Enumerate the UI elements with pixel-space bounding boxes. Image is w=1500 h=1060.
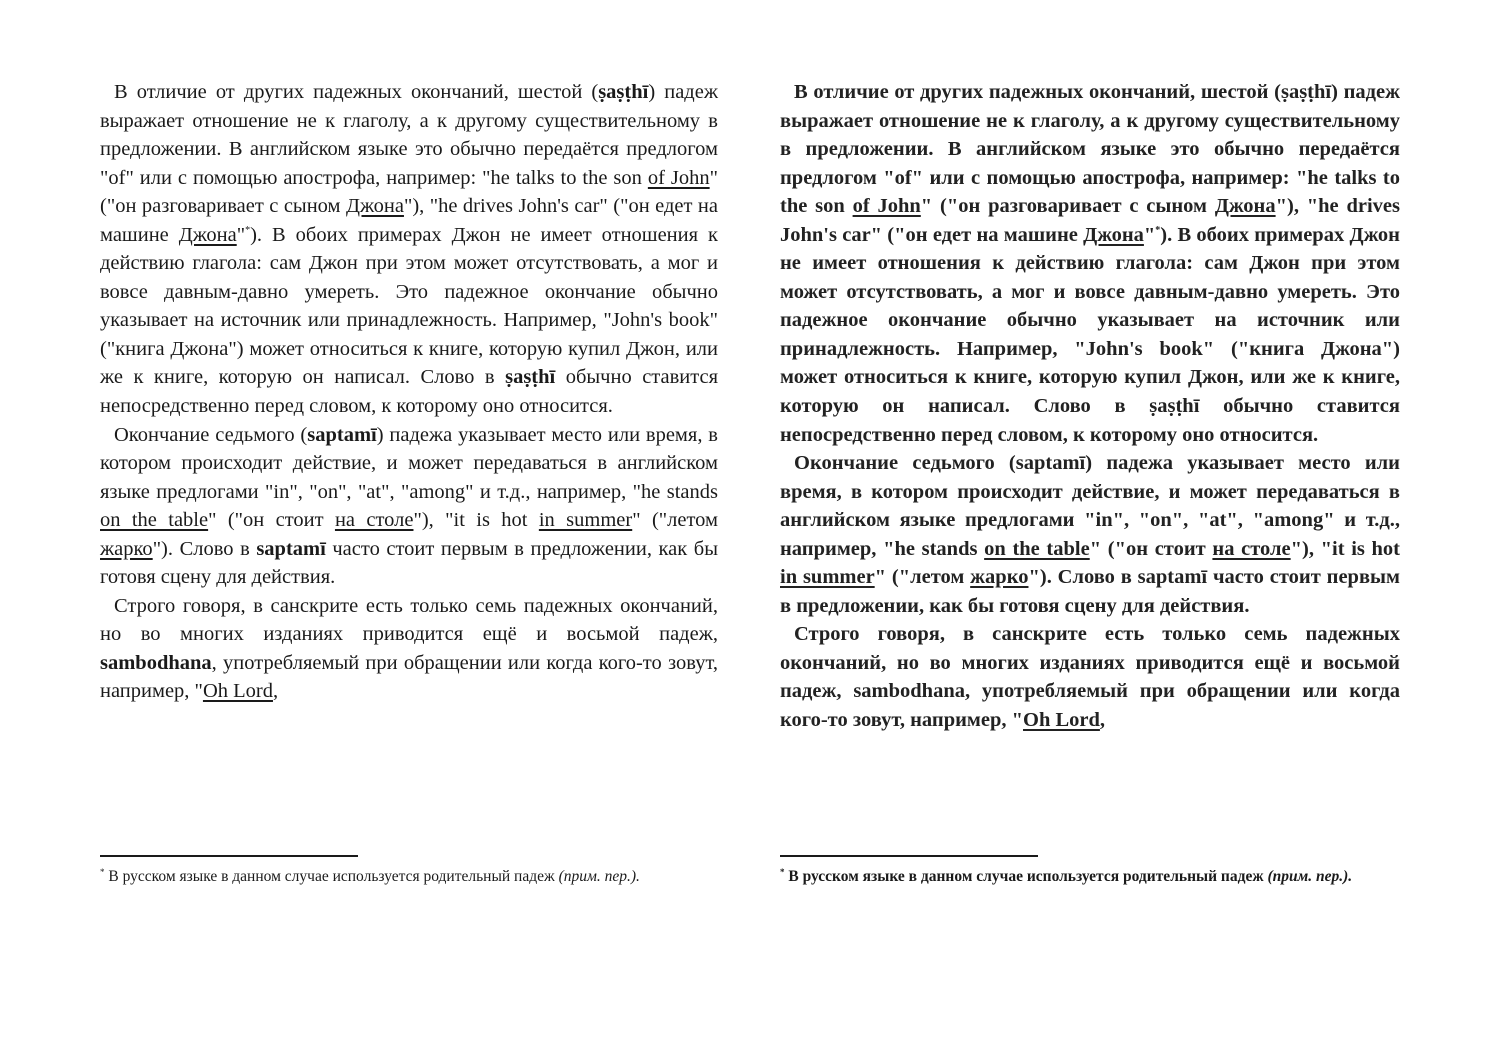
term-saptami: saptamī bbox=[1137, 566, 1208, 589]
paragraph-sambodhana: Строго говоря, в санскрите есть только семь падежных окончаний, но во многих изданиях приводится ещё и восьмой падеж, sambodhana, употребляемый при обращении или когда кого-то зовут, например, "Oh Lord, bbox=[100, 594, 718, 703]
translator-note: (прим. пер.). bbox=[1267, 868, 1353, 885]
term-sambodhana: sambodhana bbox=[853, 680, 965, 703]
footnote-marker: * bbox=[100, 866, 105, 877]
left-page bbox=[100, 78, 718, 706]
paragraph-sasthi: В отличие от других падежных окончаний, шестой (ṣaṣṭhī) падеж выражает отношение не к глаголу, а к другому существительному в предложении. В английском языке это обычно передаётся предлогом "of" или с помощью апострофа, например: "he talks to the son of John" ("он разговаривает с сыном Джона"), "he drives John's car" ("он едет на машине Джона"*). В обоих примерах Джон не имеет отношения к действию глагола: сам Джон при этом может отсутствовать, а мог и вовсе давным-давно умереть. Это падежное окончание обычно указывает на источник или принадлежность. Например, "John's book" ("книга Джона") может относиться к книге, которую купил Джон, или же к книге, которую он написал. Слово в ṣaṣṭhī обычно ставится непосредственно перед словом, к которому оно относится. bbox=[100, 81, 718, 418]
underlined-phrase: Oh Lord bbox=[1023, 709, 1100, 732]
paragraph-saptami: Окончание седьмого (saptamī) падежа указывает место или время, в котором происходит действие, и может передаваться в английском языке предлогами "in", "on", "at", "among" и т.д., например, "he stands on the table" ("он стоит на столе"), "it is hot in summer" ("летом жарко"). Слово в saptamī часто стоит первым в предложении, как бы готовя сцену для действия. bbox=[780, 452, 1401, 617]
underlined-phrase: Джона bbox=[1083, 223, 1144, 246]
underlined-phrase: Джона bbox=[1214, 195, 1276, 218]
footnote-separator bbox=[780, 855, 1038, 857]
term-saptami: saptamī bbox=[307, 423, 377, 446]
term-sasthi: ṣaṣṭhī bbox=[598, 81, 649, 103]
underlined-phrase: жарко bbox=[100, 537, 153, 560]
underlined-phrase: Джона bbox=[178, 223, 237, 246]
term-sasthi: ṣaṣṭhī bbox=[505, 366, 556, 389]
underlined-phrase: on the table bbox=[984, 537, 1090, 560]
underlined-phrase: жарко bbox=[970, 566, 1029, 589]
term-sasthi: ṣaṣṭhī bbox=[1280, 81, 1332, 103]
term-sasthi: ṣaṣṭhī bbox=[1149, 395, 1200, 418]
left-page-body bbox=[100, 78, 718, 706]
underlined-phrase: in summer bbox=[538, 509, 633, 532]
paragraph-saptami: Окончание седьмого (saptamī) падежа указывает место или время, в котором происходит действие, и может передаваться в английском языке предлогами "in", "on", "at", "among" и т.д., например, "he stands on the table" ("он стоит на столе"), "it is hot in summer" ("летом жарко"). Слово в saptamī часто стоит первым в предложении, как бы готовя сцену для действия. bbox=[100, 423, 718, 589]
term-saptami: saptamī bbox=[1015, 452, 1086, 475]
underlined-phrase: of John bbox=[647, 166, 710, 189]
footnote: * В русском языке в данном случае используется родительный падеж (прим. пер.). bbox=[780, 866, 1353, 885]
right-page-body bbox=[780, 78, 1400, 735]
footnote-marker: * bbox=[780, 866, 785, 877]
footnote: * В русском языке в данном случае используется родительный падеж (прим. пер.). bbox=[100, 866, 640, 885]
term-sambodhana: sambodhana bbox=[100, 651, 212, 674]
term-saptami: saptamī bbox=[256, 537, 326, 560]
footnote-reference: * bbox=[245, 224, 251, 236]
underlined-phrase: of John bbox=[852, 195, 921, 218]
underlined-phrase: на столе bbox=[1212, 537, 1291, 560]
right-page bbox=[780, 78, 1400, 735]
paragraph-sasthi: В отличие от других падежных окончаний, шестой (ṣaṣṭhī) падеж выражает отношение не к глаголу, а к другому существительному в предложении. В английском языке это обычно передаётся предлогом "of" или с помощью апострофа, например: "he talks to the son of John" ("он разговаривает с сыном Джона"), "he drives John's car" ("он едет на машине Джона"*). В обоих примерах Джон не имеет отношения к действию глагола: сам Джон при этом может отсутствовать, а мог и вовсе давным-давно умереть. Это падежное окончание обычно указывает на источник или принадлежность. Например, "John's book" ("книга Джона") может относиться к книге, которую купил Джон, или же к книге, которую он написал. Слово в ṣaṣṭhī обычно ставится непосредственно перед словом, к которому оно относится. bbox=[780, 81, 1400, 446]
translator-note: (прим. пер.). bbox=[558, 868, 640, 885]
underlined-phrase: Джона bbox=[345, 195, 404, 218]
underlined-phrase: на столе bbox=[334, 509, 414, 532]
footnote-separator bbox=[100, 855, 358, 857]
underlined-phrase: on the table bbox=[100, 509, 209, 532]
footnote-reference: * bbox=[1155, 224, 1161, 236]
paragraph-sambodhana: Строго говоря, в санскрите есть только семь падежных окончаний, но во многих изданиях приводится ещё и восьмой падеж, sambodhana, употребляемый при обращении или когда кого-то зовут, например, "Oh Lord, bbox=[780, 623, 1400, 732]
underlined-phrase: Oh Lord bbox=[202, 680, 273, 703]
underlined-phrase: in summer bbox=[780, 566, 875, 589]
